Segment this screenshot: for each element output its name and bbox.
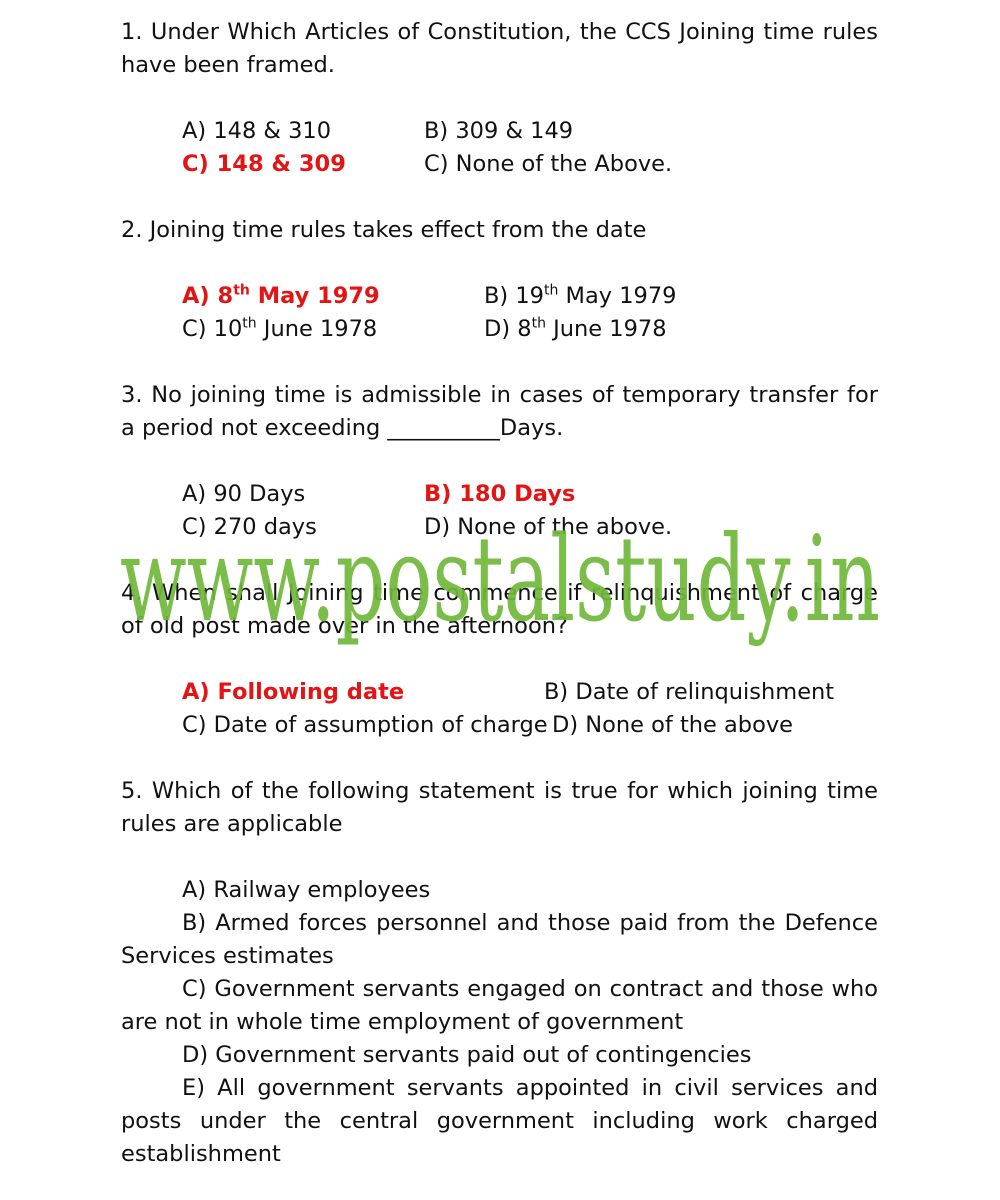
question-5-text: 5. Which of the following statement is true for which joining time rules are applicable xyxy=(121,778,878,837)
q4-option-d: D) None of the above xyxy=(552,712,794,738)
question-4-text: 4. When shall Joining time commence if relinquishment of charge of old post made over in the afternoon? xyxy=(121,580,878,639)
question-2-text: 2. Joining time rules takes effect from the date xyxy=(121,217,647,243)
q5-option-d: D) Government servants paid out of contingencies xyxy=(182,1042,752,1068)
q2-option-d: D) 8th June 1978 xyxy=(484,315,667,342)
q3-option-c: C) 270 days xyxy=(182,514,317,540)
question-1-options xyxy=(121,115,878,181)
q1-option-a: A) 148 & 310 xyxy=(182,118,332,144)
q4-option-b: B) Date of relinquishment xyxy=(544,679,835,705)
q4-option-c: C) Date of assumption of charge xyxy=(182,712,548,738)
question-3-text: 3. No joining time is admissible in cases of temporary transfer for a period not exceeding __________Days. xyxy=(121,382,878,441)
question-1-text: 1. Under Which Articles of Constitution, the CCS Joining time rules have been framed. xyxy=(121,19,878,78)
q5-option-b: B) Armed forces personnel and those paid from the Defence Services estimates xyxy=(121,910,878,969)
q3-option-b-answer: B) 180 Days xyxy=(424,481,576,507)
q4-option-a-answer: A) Following date xyxy=(182,679,405,705)
q1-option-c-answer: C) 148 & 309 xyxy=(182,151,346,177)
q3-option-d: D) None of the above. xyxy=(424,514,673,540)
watermark-text: www.postalstudy.in xyxy=(120,520,880,648)
q5-option-c: C) Government servants engaged on contract and those who are not in whole time employment of government xyxy=(121,976,878,1035)
q2-option-b: B) 19th May 1979 xyxy=(484,282,677,309)
q1-option-b: B) 309 & 149 xyxy=(424,118,574,144)
q1-option-d: C) None of the Above. xyxy=(424,151,673,177)
quiz-page xyxy=(121,16,878,1171)
q5-option-a: A) Railway employees xyxy=(182,877,431,903)
q2-option-c: C) 10th June 1978 xyxy=(182,315,378,342)
q2-option-a-answer: A) 8th May 1979 xyxy=(182,282,380,309)
question-3-options xyxy=(121,478,878,544)
q5-option-e: E) All government servants appointed in civil services and posts under the central government including work charged establishment xyxy=(121,1075,878,1167)
question-2-options xyxy=(121,280,878,346)
question-4-options xyxy=(121,676,878,742)
q3-option-a: A) 90 Days xyxy=(182,481,306,507)
